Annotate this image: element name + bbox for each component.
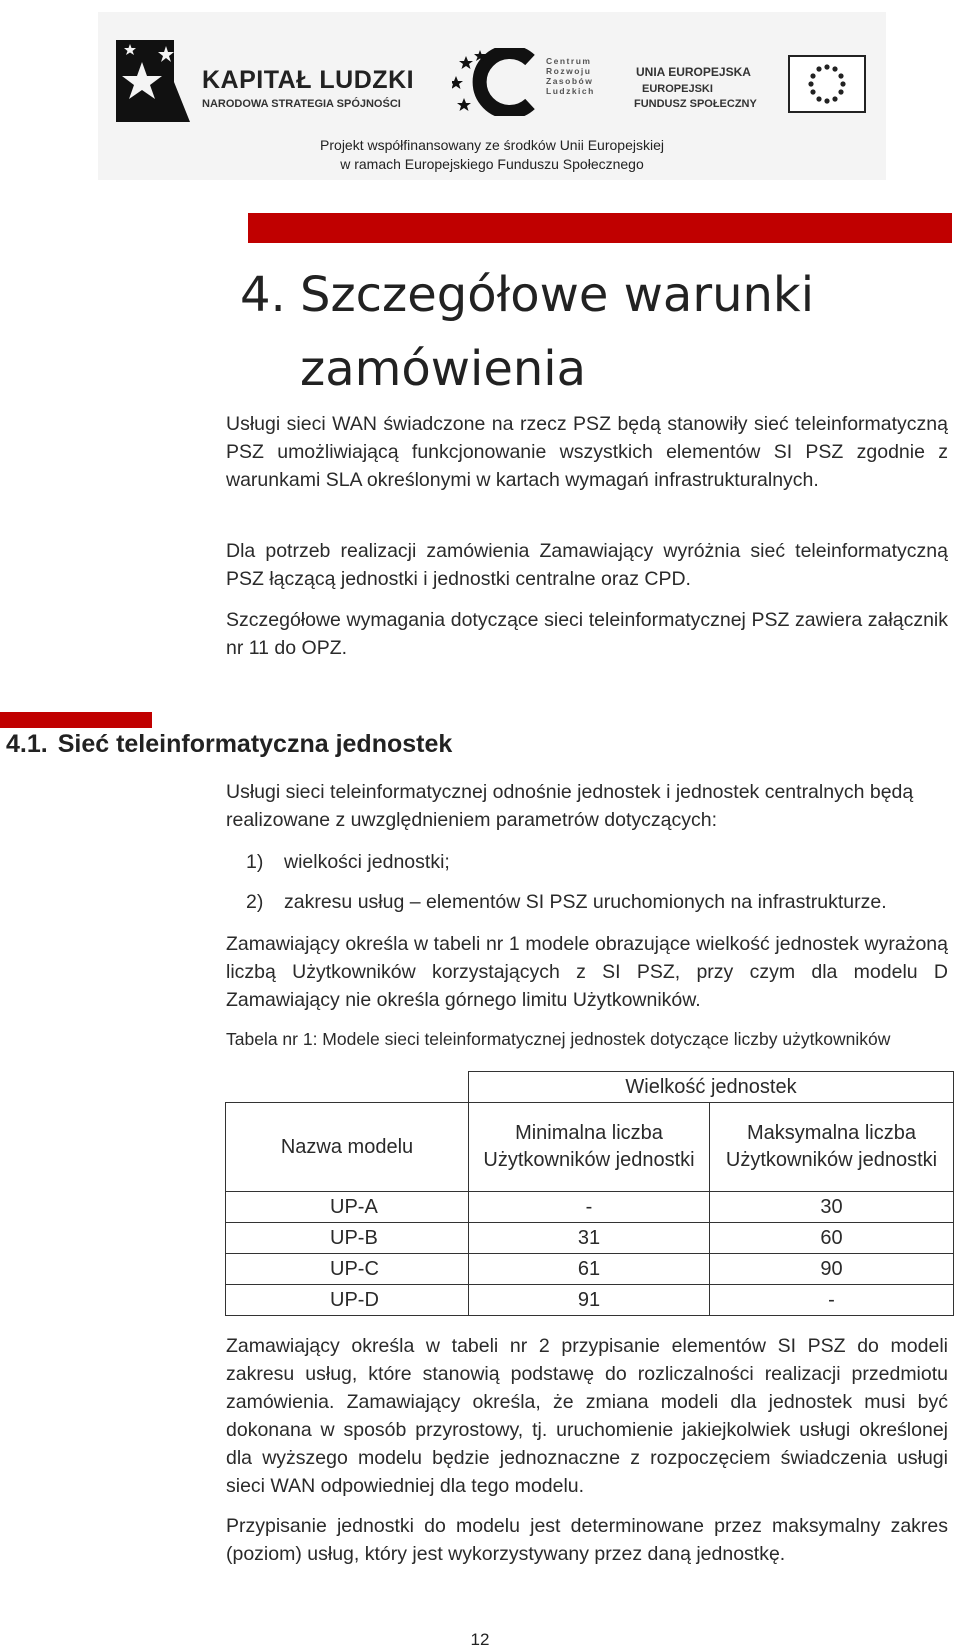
paragraph-assignment: Zamawiający określa w tabeli nr 2 przypisanie elementów SI PSZ do modeli zakresu usług, które stanowią podstawę do rozliczalności realizacji przedmiotu zamówienia. Zamawiający określa, że zmiana modeli dla jednostek musi być dokonana w sposób przyrostowy, tj. uruchomienie jakiejkolwiek usługi określonej dla wyższego modelu będzie jednoznaczne z rozpoczęciem świadczenia usługi sieci WAN odpowiedniej dla tego modelu.: [226, 1335, 948, 1497]
kapital-ludzki-tagline: NARODOWA STRATEGIA SPÓJNOŚCI: [202, 98, 401, 110]
list-item-number: 2): [246, 891, 264, 913]
section-4-title-line1: Szczegółowe warunki: [300, 267, 815, 323]
crzl-word: Zasobów: [546, 76, 594, 86]
table-cell-max: 90: [710, 1254, 954, 1285]
paragraph-intro: Usługi sieci teleinformatycznej odnośnie jednostek i jednostek centralnych będą realizowane z uwzględnieniem parametrów dotyczących:: [226, 781, 914, 831]
table-cell-name: UP-B: [226, 1223, 469, 1254]
table-cell-min: 61: [469, 1254, 710, 1285]
list-item-text: wielkości jednostki;: [284, 851, 450, 873]
paragraph-detailed-reqs: Szczegółowe wymagania dotyczące sieci teleinformatycznej PSZ zawiera załącznik nr 11 do OPZ.: [226, 609, 948, 659]
table-group-header: Wielkość jednostek: [469, 1072, 954, 1103]
table-cell-max: -: [710, 1285, 954, 1316]
page-number: 12: [470, 1630, 490, 1649]
list-item-number: 1): [246, 851, 264, 873]
section-4-1-title: Sieć teleinformatyczna jednostek: [57, 730, 453, 758]
list-item: [246, 891, 887, 914]
table-row: [226, 1285, 954, 1316]
table-cell-min: -: [469, 1192, 710, 1223]
crzl-logo: [452, 48, 595, 121]
table-caption: Tabela nr 1: Modele sieci teleinformatycznej jednostek dotyczące liczby użytkowników: [226, 1029, 891, 1049]
subsection-red-bar: [0, 712, 152, 728]
table-row: [226, 1192, 954, 1223]
eu-flag-icon: [788, 55, 866, 113]
table-cell-max: 60: [710, 1223, 954, 1254]
paragraph-wan-services: Usługi sieci WAN świadczone na rzecz PSZ będą stanowiły sieć teleinformatyczną PSZ umożliwiającą funkcjonowanie wszystkich elementów SI PSZ zgodnie z warunkami SLA określonymi w kartach wymagań infrastrukturalnych.: [226, 413, 948, 491]
kapital-ludzki-title: KAPITAŁ LUDZKI: [202, 66, 415, 94]
table-row: [226, 1254, 954, 1285]
table-corner-cell: [226, 1072, 469, 1103]
section-4-title-line2: zamówienia: [300, 341, 587, 397]
crzl-word: Ludzkich: [546, 86, 595, 96]
cofunding-line-1: Projekt współfinansowany ze środków Unii Europejskiej: [320, 137, 664, 153]
section-4-number: 4.: [240, 267, 286, 323]
eu-logo-line2: EUROPEJSKI: [642, 83, 713, 95]
table-header-name: Nazwa modelu: [226, 1103, 469, 1192]
table-cell-name: UP-A: [226, 1192, 469, 1223]
table-cell-min: 91: [469, 1285, 710, 1316]
cofunding-line-2: w ramach Europejskiego Funduszu Społecznego: [340, 156, 644, 172]
kapital-ludzki-logo: [112, 36, 415, 131]
paragraph-network-split: Dla potrzeb realizacji zamówienia Zamawiający wyróżnia sieć teleinformatyczną PSZ łączącą jednostki i jednostki centralne oraz CPD.: [226, 540, 948, 590]
table-cell-name: UP-C: [226, 1254, 469, 1285]
section-4-1-number: 4.1.: [6, 730, 48, 758]
crzl-word: Centrum: [546, 56, 592, 66]
crzl-word: Rozwoju: [546, 66, 592, 76]
table-cell-name: UP-D: [226, 1285, 469, 1316]
section-red-bar: [248, 213, 952, 243]
crzl-wordmark: [546, 56, 595, 96]
table-row: [226, 1223, 954, 1254]
table-header-row: [226, 1072, 954, 1103]
table-cell-max: 30: [710, 1192, 954, 1223]
table-header-min: Minimalna liczba Użytkowników jednostki: [469, 1103, 710, 1192]
table-header-row: [226, 1103, 954, 1192]
eu-logo-line1: UNIA EUROPEJSKA: [636, 65, 751, 79]
models-table: [225, 1071, 954, 1316]
table-cell-min: 31: [469, 1223, 710, 1254]
paragraph-models: Zamawiający określa w tabeli nr 1 modele obrazujące wielkość jednostek wyrażoną liczbą Użytkowników korzystających z SI PSZ, przy czym dla modelu D Zamawiający nie określa górnego limitu Użytkowników.: [226, 933, 948, 1011]
paragraph-model-determination: Przypisanie jednostki do modelu jest determinowane przez maksymalny zakres (poziom) usług, który jest wykorzystywany przez daną jednostkę.: [226, 1515, 948, 1565]
table-header-max: Maksymalna liczba Użytkowników jednostki: [710, 1103, 954, 1192]
crzl-emblem-icon: [452, 48, 544, 116]
list-item: [246, 851, 450, 874]
kapital-ludzki-emblem-icon: [112, 36, 194, 126]
list-item-text: zakresu usług – elementów SI PSZ uruchomionych na infrastrukturze.: [284, 891, 887, 913]
section-4-heading: [240, 258, 814, 406]
eu-logo-line3: FUNDUSZ SPOŁECZNY: [634, 98, 757, 110]
section-4-1-heading: [6, 730, 452, 759]
